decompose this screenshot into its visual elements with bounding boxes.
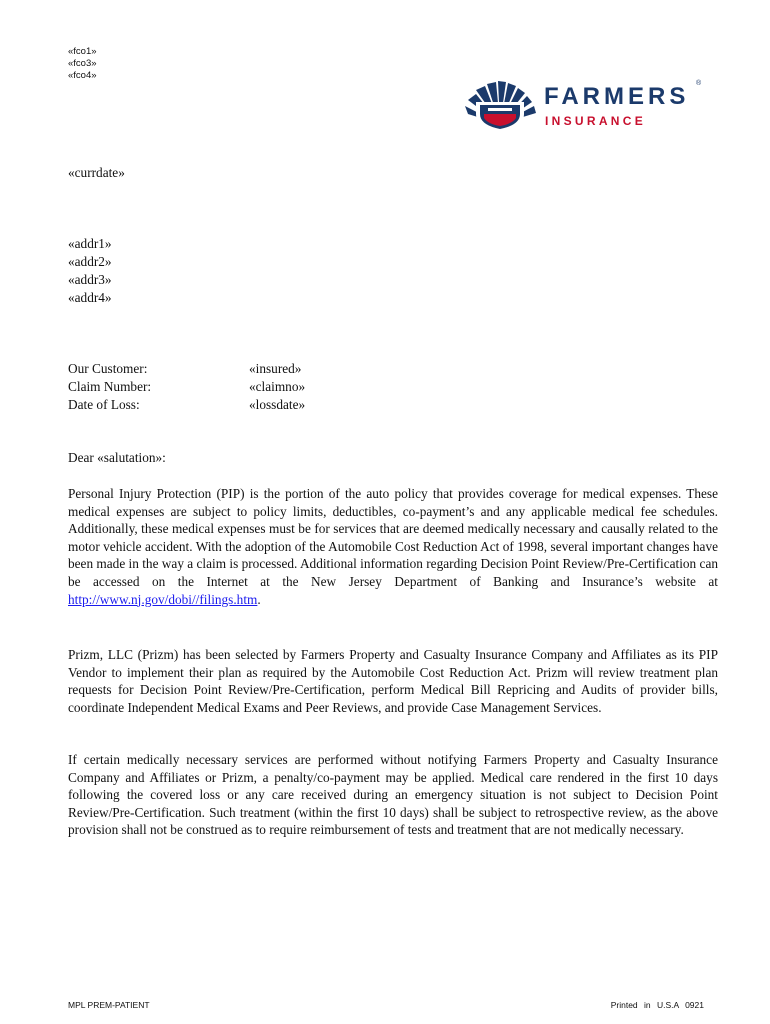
paragraph-pip-intro-end: . (257, 591, 261, 607)
claim-info-labels (68, 360, 151, 414)
nj-dobi-link[interactable]: http://www.nj.gov/dobi//filings.htm (68, 591, 258, 607)
address-line: «addr2» (68, 254, 112, 269)
farmers-insurance-logo (462, 80, 704, 132)
paragraph-pip-intro (68, 485, 718, 608)
address-line: «addr1» (68, 236, 112, 251)
customer-label: Our Customer: (68, 361, 148, 376)
address-block (68, 235, 112, 307)
merge-field-fco4: «fco4» (68, 70, 97, 81)
salutation: Dear «salutation»: (68, 450, 166, 465)
claim-info-values (249, 360, 305, 414)
footer-form-code: MPL PREM-PATIENT (68, 1000, 150, 1010)
claim-number-value: «claimno» (249, 379, 306, 394)
footer-printed-in: Printed in U.S.A 0921 (610, 1000, 704, 1010)
address-line: «addr3» (68, 272, 112, 287)
paragraph-penalty-notice: If certain medically necessary services are performed without notifying Farmers Property and Casualty Insurance Company and Affiliates or Prizm, a penalty/co-payment may be applied. Medical care rendered in the first 10 days following the covered loss or any care received during an emergency situation is not subject to Decision Point Review/Pre-Certification. Such treatment (within the first 10 days) shall be subject to retrospective review, as the above provision shall not be construed as to require reimbursement of tests and treatment that are not medically necessary. (68, 752, 718, 838)
date-of-loss-label: Date of Loss: (68, 397, 140, 412)
farmers-shield-icon (462, 80, 538, 132)
date-of-loss-value: «lossdate» (249, 397, 306, 412)
date-field: «currdate» (68, 165, 125, 180)
paragraph-prizm-vendor: Prizm, LLC (Prizm) has been selected by Farmers Property and Casualty Insurance Company and Affiliates as its PIP Vendor to implement their plan as required by the Automobile Cost Reduction Act. Prizm will review treatment plan requests for Decision Point Review/Pre-Certification, perform Medical Bill Repricing and Audits of provider bills, coordinate Independent Medical Exams and Peer Reviews, and provide Case Management Services. (68, 647, 718, 715)
address-line: «addr4» (68, 290, 112, 305)
logo-wordmark: FARMERS (544, 83, 690, 110)
logo-subtitle: INSURANCE (545, 114, 647, 128)
merge-field-fco1: «fco1» (68, 46, 97, 57)
registered-mark: ® (696, 80, 702, 87)
customer-value: «insured» (249, 361, 302, 376)
claim-number-label: Claim Number: (68, 379, 152, 394)
paragraph-pip-intro-text: Personal Injury Protection (PIP) is the portion of the auto policy that provides coverage for medical expenses. These medical expenses are subject to policy limits, deductibles, co-payment’s and any applicable medical fee schedules. Additionally, these medical expenses must be for services that are deemed medically necessary and causally related to the motor vehicle accident. With the adoption of the Automobile Cost Reduction Act of 1998, several important changes have been made in the way a claim is processed. Additional information regarding Decision Point Review/Pre-Certification can be accessed on the Internet at the New Jersey Department of Banking and Insurance’s website at (68, 486, 718, 589)
merge-field-fco3: «fco3» (68, 58, 97, 69)
